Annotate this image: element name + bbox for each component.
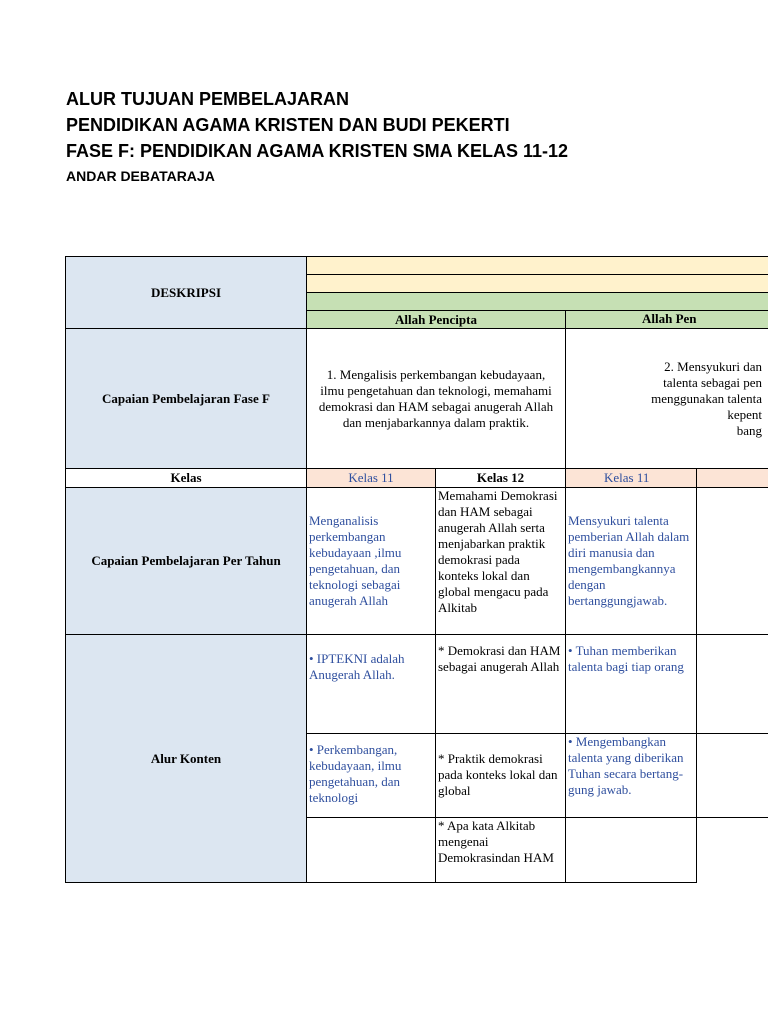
alur-11b-cell-2 <box>565 733 768 817</box>
table-bottom-border <box>65 882 697 883</box>
cp-tahun-11b-text: Mensyukuri talenta pemberian Allah dalam diri manusia dan mengembangkannya dengan bertanggungjawab. <box>568 513 690 608</box>
kelas-11-cell <box>306 468 435 487</box>
alur-11-cell-1 <box>306 634 435 733</box>
cp-tahun-11b-cell <box>565 487 768 634</box>
kelas-11b-cell <box>565 468 768 487</box>
cp-fase-2-line: bang <box>736 423 762 438</box>
elemen-cell-1 <box>306 310 565 328</box>
cp-tahun-label: Capaian Pembelajaran Per Tahun <box>91 553 281 568</box>
cp-fase-2-line: menggunakan talenta <box>651 391 762 406</box>
alur-11-cell-3 <box>306 817 435 883</box>
alur-12-text-1: * Demokrasi dan HAM sebagai anugerah Allah <box>438 643 561 674</box>
alur-11-text-2: • Perkembangan, kebudayaan, ilmu pengetahuan, dan teknologi <box>309 742 402 805</box>
alur-12-cell-2 <box>435 733 565 817</box>
alur-11b-text-1: • Tuhan memberikan talenta bagi tiap orang <box>568 643 684 674</box>
kelas-11-label: Kelas 11 <box>348 470 394 485</box>
cp-tahun-label-cell <box>65 487 306 634</box>
learning-objectives-table <box>65 256 768 883</box>
green-band <box>306 292 768 310</box>
cp-fase-label: Capaian Pembelajaran Fase F <box>102 390 270 406</box>
yellow-band-2 <box>306 274 768 292</box>
alur-konten-label-cell <box>65 634 306 883</box>
cp-tahun-12-cell <box>435 487 565 634</box>
cp-tahun-12-text: Memahami Demokrasi dan HAM sebagai anugerah Allah serta menjabarkan praktik demokrasi pada konteks lokal dan global mengacu pada Alkitab <box>438 488 558 615</box>
elemen-label-1: Allah Pencipta <box>395 311 477 327</box>
alur-11b-cell-3 <box>565 817 768 883</box>
kelas-12-label: Kelas 12 <box>476 470 525 485</box>
table-right-border <box>696 468 697 883</box>
alur-12-cell-3 <box>435 817 565 883</box>
yellow-band-1 <box>306 256 768 274</box>
alur-11b-cell-1 <box>565 634 768 733</box>
title-line-1: ALUR TUJUAN PEMBELAJARAN <box>66 89 350 109</box>
deskripsi-label: DESKRIPSI <box>150 284 222 300</box>
author-name: ANDAR DEBATARAJA <box>66 168 215 184</box>
alur-12-text-3: * Apa kata Alkitab mengenai Demokrasindan HAM <box>438 818 554 865</box>
cp-fase-2-line: kepent <box>727 407 762 422</box>
kelas-12-cell <box>435 468 565 487</box>
elemen-label-2: Allah Pen <box>642 311 697 326</box>
cp-tahun-11-cell <box>306 487 435 634</box>
title-line-2: PENDIDIKAN AGAMA KRISTEN DAN BUDI PEKERTI <box>66 115 510 135</box>
alur-11-cell-2 <box>306 733 435 817</box>
cp-fase-cell-1 <box>306 328 565 468</box>
alur-konten-label: Alur Konten <box>150 751 222 766</box>
document-header <box>66 86 568 186</box>
kelas-label: Kelas <box>170 470 202 485</box>
cp-fase-label-cell <box>65 328 306 468</box>
cp-fase-text-1: 1. Mengalisis perkembangan kebudayaan, ilmu pengetahuan dan teknologi, memahami demokrasi dan HAM sebagai anugerah Allah dan menjabarkannya dalam praktik. <box>318 366 554 430</box>
cp-tahun-11-text: Menganalisis perkembangan kebudayaan ,ilmu pengetahuan, dan teknologi sebagai anugerah Allah <box>309 513 402 608</box>
alur-12-cell-1 <box>435 634 565 733</box>
alur-12-text-2: * Praktik demokrasi pada konteks lokal dan global <box>438 751 558 798</box>
cp-fase-2-line: 2. Mensyukuri dan <box>664 359 762 374</box>
cp-fase-text-2 <box>651 359 762 439</box>
alur-11b-text-2: • Mengembangkan talenta yang diberikan Tuhan secara bertang-gung jawab. <box>568 734 684 797</box>
kelas-11b-label: Kelas 11 <box>604 470 650 485</box>
cp-fase-2-line: talenta sebagai pen <box>663 375 762 390</box>
deskripsi-header-cell <box>65 256 306 328</box>
elemen-cell-2 <box>565 310 768 328</box>
title-line-3: FASE F: PENDIDIKAN AGAMA KRISTEN SMA KELAS 11-12 <box>66 141 569 161</box>
alur-11-text-1: • IPTEKNI adalah Anugerah Allah. <box>309 651 405 682</box>
kelas-label-cell <box>65 468 306 487</box>
cp-fase-cell-2 <box>565 328 768 468</box>
